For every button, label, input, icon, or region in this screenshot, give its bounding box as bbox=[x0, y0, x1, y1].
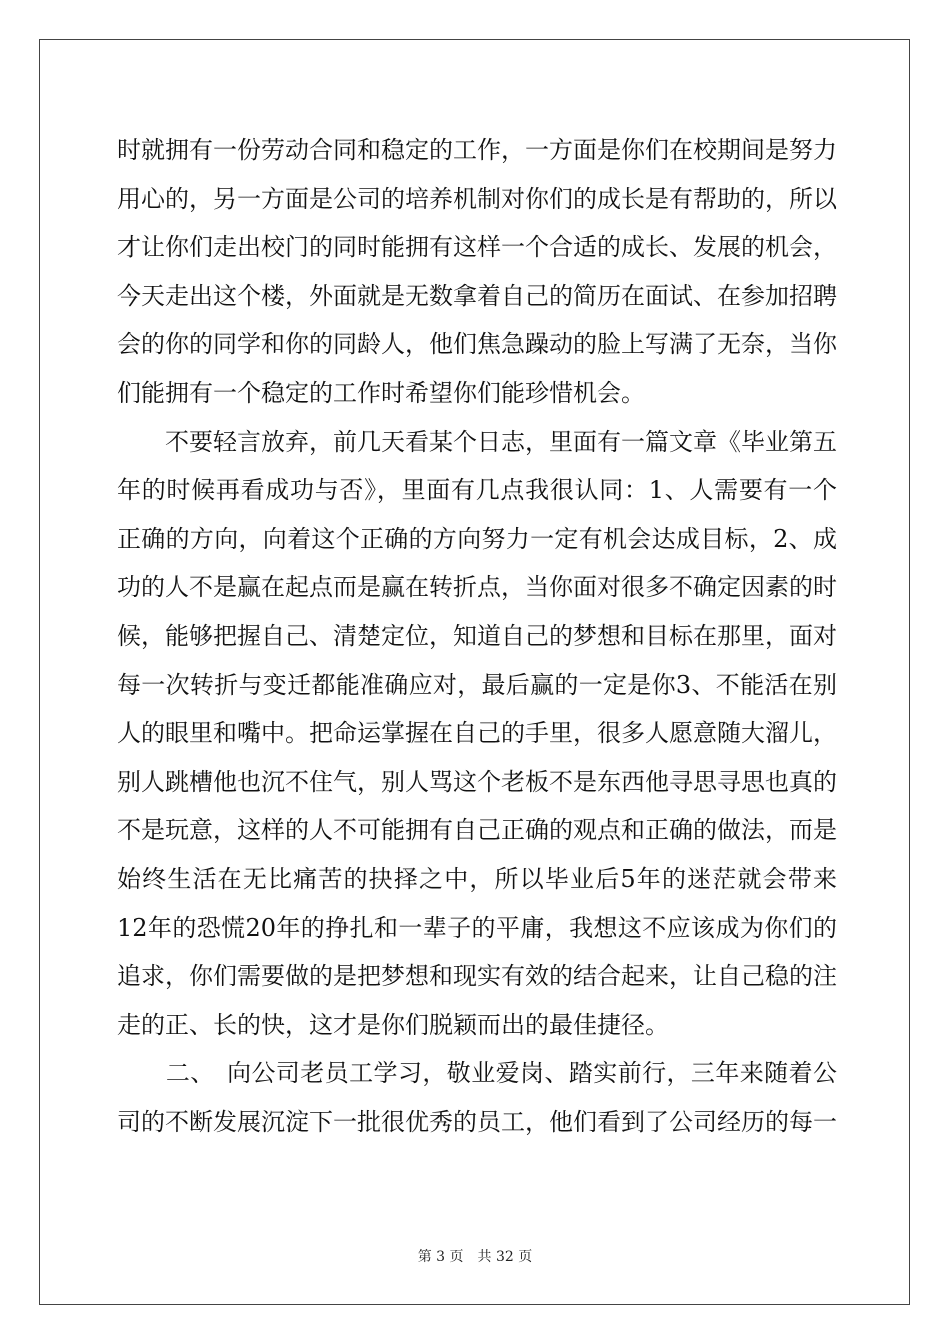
text-line: 年的时候再看成功与否》，里面有几点我很认同：1、人需要有一个 bbox=[117, 476, 837, 505]
text-line: 候，能够把握自己、清楚定位，知道自己的梦想和目标在那里，面对 bbox=[117, 621, 837, 650]
text-line: 功的人不是赢在起点而是赢在转折点，当你面对很多不确定因素的时 bbox=[117, 573, 837, 602]
text-line: 追求，你们需要做的是把梦想和现实有效的结合起来，让自己稳的注 bbox=[117, 962, 837, 991]
text-line: 用心的，另一方面是公司的培养机制对你们的成长是有帮助的，所以 bbox=[117, 184, 837, 213]
document-body bbox=[117, 126, 837, 1146]
text-line: 二、 向公司老员工学习，敬业爱岗、踏实前行，三年来随着公 bbox=[117, 1059, 837, 1088]
text-line: 才让你们走出校门的同时能拥有这样一个合适的成长、发展的机会， bbox=[117, 233, 837, 262]
text-line: 别人跳槽他也沉不住气，别人骂这个老板不是东西他寻思寻思也真的 bbox=[117, 767, 837, 796]
text-line: 始终生活在无比痛苦的抉择之中，所以毕业后5年的迷茫就会带来 bbox=[117, 864, 837, 893]
text-line: 时就拥有一份劳动合同和稳定的工作，一方面是你们在校期间是努力 bbox=[117, 136, 837, 164]
text-line: 司的不断发展沉淀下一批很优秀的员工，他们看到了公司经历的每一 bbox=[117, 1107, 837, 1136]
text-line: 们能拥有一个稳定的工作时希望你们能珍惜机会。 bbox=[117, 378, 645, 407]
text-line: 12年的恐慌20年的挣扎和一辈子的平庸，我想这不应该成为你们的 bbox=[117, 913, 837, 942]
page-footer bbox=[0, 1246, 950, 1266]
text-line: 正确的方向，向着这个正确的方向努力一定有机会达成目标，2、成 bbox=[117, 524, 837, 553]
text-line: 每一次转折与变迁都能准确应对，最后赢的一定是你3、不能活在别 bbox=[117, 670, 837, 699]
page-number: 第 3 页 共 32 页 bbox=[417, 1249, 533, 1265]
text-line: 会的你的同学和你的同龄人，他们焦急躁动的脸上写满了无奈，当你 bbox=[117, 330, 837, 359]
text-line: 人的眼里和嘴中。把命运掌握在自己的手里，很多人愿意随大溜儿， bbox=[117, 719, 837, 748]
text-line: 今天走出这个楼，外面就是无数拿着自己的简历在面试、在参加招聘 bbox=[117, 281, 837, 310]
text-line: 走的正、长的快，这才是你们脱颖而出的最佳捷径。 bbox=[117, 1010, 669, 1039]
text-line: 不是玩意，这样的人不可能拥有自己正确的观点和正确的做法，而是 bbox=[117, 816, 837, 845]
text-line: 不要轻言放弃，前几天看某个日志，里面有一篇文章《毕业第五 bbox=[117, 427, 837, 456]
